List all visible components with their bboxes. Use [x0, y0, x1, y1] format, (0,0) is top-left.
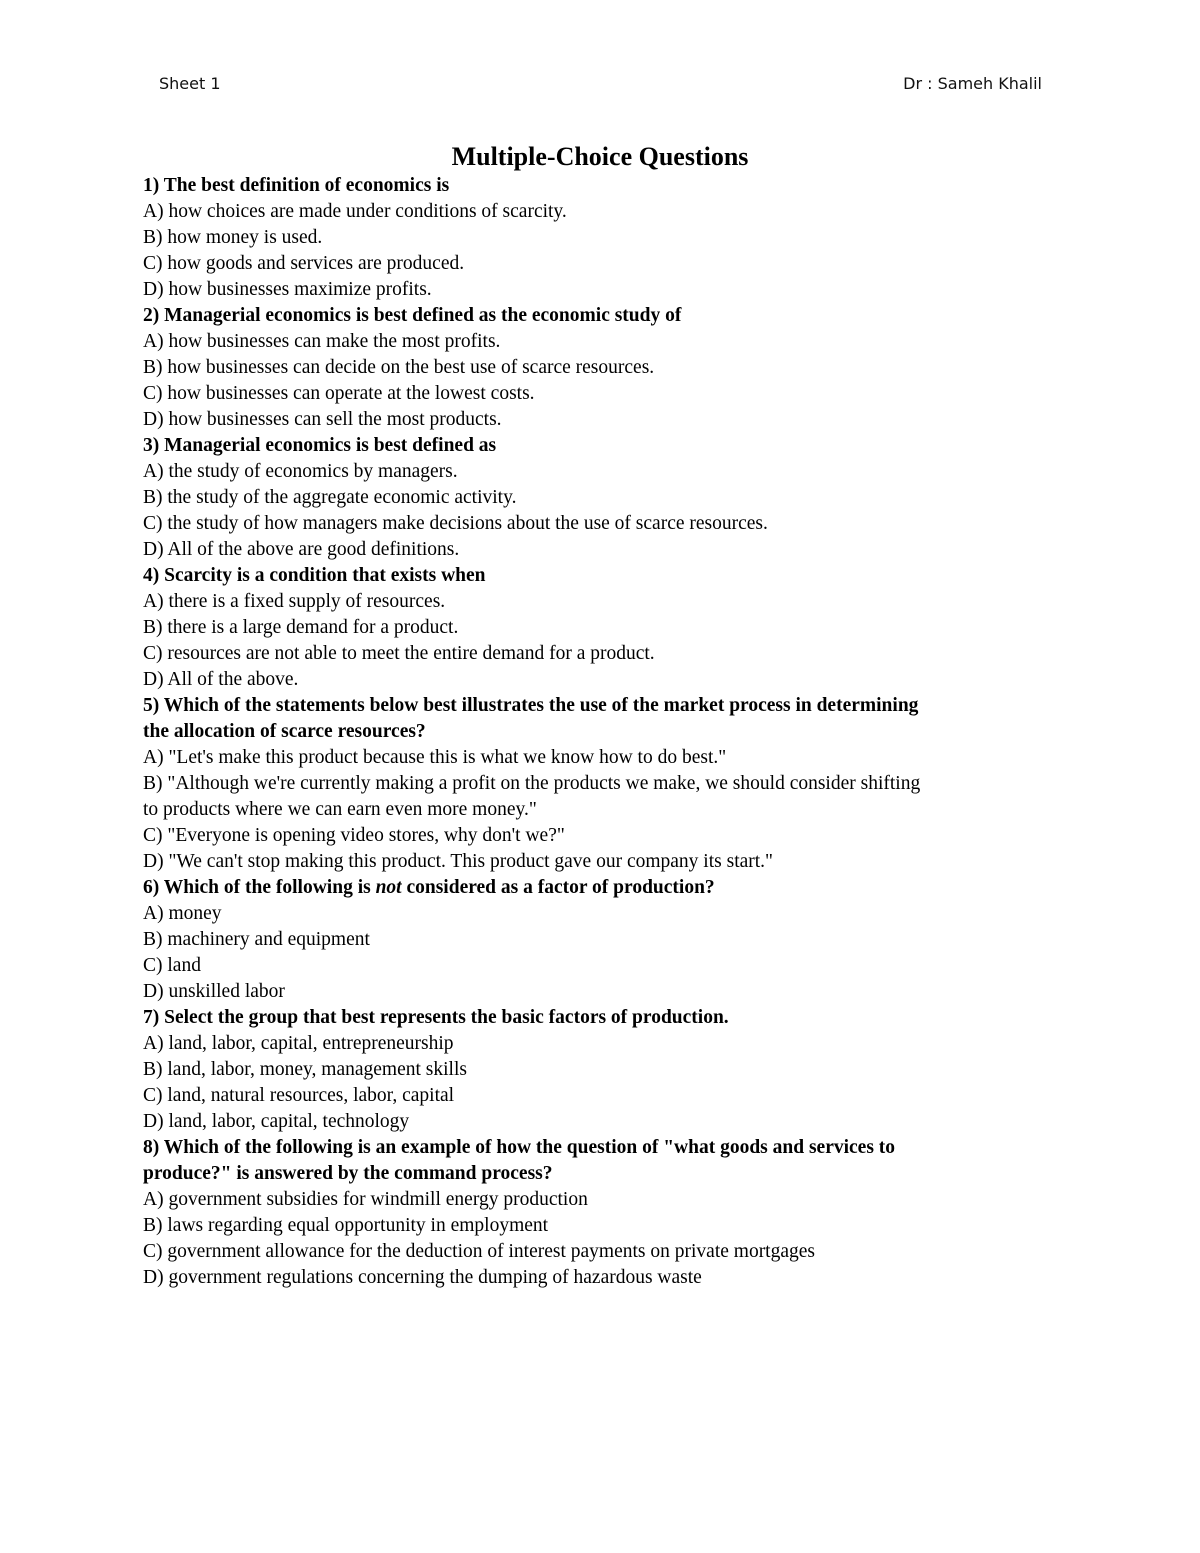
question-2-text: 2) Managerial economics is best defined as the economic study of — [143, 305, 682, 326]
question-6-option-d: D) unskilled labor — [143, 981, 285, 1002]
question-7-option-c: C) land, natural resources, labor, capital — [143, 1085, 455, 1106]
question-4-text: 4) Scarcity is a condition that exists when — [143, 565, 486, 586]
question-3-option-b: B) the study of the aggregate economic activity. — [143, 487, 517, 508]
question-5-option-c: C) "Everyone is opening video stores, why don't we?" — [143, 825, 565, 846]
question-5 — [143, 693, 1048, 875]
question-7-option-b: B) land, labor, money, management skills — [143, 1059, 467, 1080]
question-1-option-d: D) how businesses maximize profits. — [143, 279, 432, 300]
question-2 — [143, 303, 1048, 433]
question-3-option-a: A) the study of economics by managers. — [143, 461, 458, 482]
question-7-option-d: D) land, labor, capital, technology — [143, 1111, 410, 1132]
question-1-option-b: B) how money is used. — [143, 227, 323, 248]
question-7 — [143, 1005, 1048, 1135]
question-3 — [143, 433, 1048, 563]
question-1-option-c: C) how goods and services are produced. — [143, 253, 465, 274]
question-4-option-b: B) there is a large demand for a product. — [143, 617, 459, 638]
question-6-text — [143, 875, 1048, 901]
question-5-option-b: B) "Although we're currently making a profit on the products we make, we should consider shifting — [143, 773, 921, 794]
question-3-option-d: D) All of the above are good definitions. — [143, 539, 460, 560]
question-list — [143, 173, 1048, 1291]
question-5-option-d: D) "We can't stop making this product. This product gave our company its start." — [143, 851, 774, 872]
question-4-option-a: A) there is a fixed supply of resources. — [143, 591, 446, 612]
author-label: Dr : Sameh Khalil — [903, 74, 1042, 93]
question-7-text: 7) Select the group that best represents the basic factors of production. — [143, 1007, 729, 1028]
question-6-option-c: C) land — [143, 955, 201, 976]
question-4-option-d: D) All of the above. — [143, 669, 299, 690]
question-1 — [143, 173, 1048, 303]
question-4-option-c: C) resources are not able to meet the entire demand for a product. — [143, 643, 655, 664]
question-8-option-d: D) government regulations concerning the dumping of hazardous waste — [143, 1267, 702, 1288]
question-6-text-before: 6) Which of the following is — [143, 877, 376, 898]
question-2-option-b: B) how businesses can decide on the best use of scarce resources. — [143, 357, 655, 378]
question-7-option-a: A) land, labor, capital, entrepreneurship — [143, 1033, 454, 1054]
question-6-text-emphasis: not — [375, 877, 402, 898]
question-3-text: 3) Managerial economics is best defined as — [143, 435, 497, 456]
page-title: Multiple-Choice Questions — [451, 142, 749, 171]
question-5-text-line-1: 5) Which of the statements below best illustrates the use of the market process in determining — [143, 695, 919, 716]
question-6-option-a: A) money — [143, 903, 222, 924]
question-6-text-after: considered as a factor of production? — [401, 877, 715, 898]
question-1-text: 1) The best definition of economics is — [143, 175, 450, 196]
question-2-option-d: D) how businesses can sell the most products. — [143, 409, 502, 430]
page-header — [159, 74, 1042, 98]
question-2-option-a: A) how businesses can make the most profits. — [143, 331, 501, 352]
question-1-option-a: A) how choices are made under conditions of scarcity. — [143, 201, 567, 222]
question-6-option-b: B) machinery and equipment — [143, 929, 370, 950]
question-8 — [143, 1135, 1048, 1291]
question-8-text-line-2: produce?" is answered by the command process? — [143, 1163, 553, 1184]
question-8-option-b: B) laws regarding equal opportunity in employment — [143, 1215, 549, 1236]
question-6 — [143, 875, 1048, 1005]
sheet-label: Sheet 1 — [159, 74, 221, 93]
question-8-text-line-1: 8) Which of the following is an example of how the question of "what goods and services to — [143, 1137, 896, 1158]
question-5-option-b-continued: to products where we can earn even more money." — [143, 799, 537, 820]
question-8-option-a: A) government subsidies for windmill energy production — [143, 1189, 588, 1210]
question-8-option-c: C) government allowance for the deduction of interest payments on private mortgages — [143, 1241, 815, 1262]
question-5-text-line-2: the allocation of scarce resources? — [143, 721, 426, 742]
question-5-option-a: A) "Let's make this product because this is what we know how to do best." — [143, 747, 727, 768]
question-2-option-c: C) how businesses can operate at the lowest costs. — [143, 383, 535, 404]
question-4 — [143, 563, 1048, 693]
question-3-option-c: C) the study of how managers make decisions about the use of scarce resources. — [143, 513, 768, 534]
